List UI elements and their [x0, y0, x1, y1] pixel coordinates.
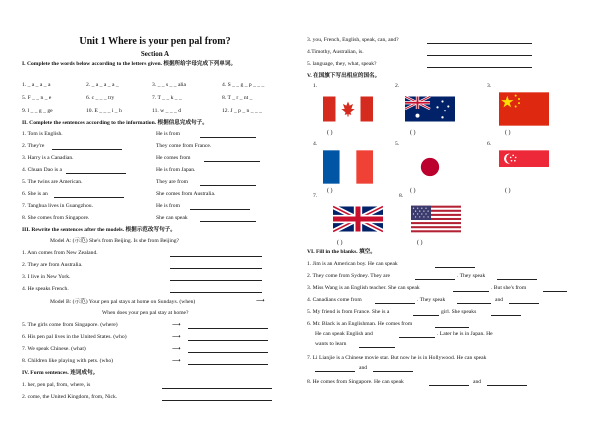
part6-item: 1. Jim is an American boy. He can speak — [307, 262, 582, 270]
answer-blank: ( ) — [337, 240, 343, 246]
flag-number: 7. — [313, 193, 318, 199]
part6-item: 8. He comes from Singapore. He can speak and — [307, 380, 582, 388]
part4-item: 3. you, French, English, speak, can, and? — [307, 38, 582, 46]
part2-row: 4. Chuan Dao is a He is from Japan. — [22, 167, 196, 173]
part6-item: 4. Canadians come from . They speak and — [307, 298, 582, 306]
page-title: Unit 1 Where is your pen pal from? — [79, 36, 231, 47]
answer-blank: ( ) — [410, 130, 416, 136]
part1-item: 7. T _ _ k _ _ — [152, 95, 182, 101]
answer-blank: ( ) — [327, 130, 333, 136]
part2-heading: II. Complete the sentences according to the information. 根据信息完成句子。 — [22, 120, 208, 126]
answer-blank: ( ) — [417, 240, 423, 246]
part2-row: 2. They're They come from France. — [22, 143, 212, 149]
part2-row: 8. She comes from Singapore. She can speak — [22, 216, 290, 224]
part6-item: 7. Li Lianjie is a Chinese movie star. But now he is in Hollywood. He can speak — [307, 355, 487, 361]
part4-item: 1. her, pen pal, from, where, is — [22, 383, 290, 391]
part4-heading: IV. Form sentences. 连词成句。 — [22, 370, 99, 376]
part2-row: 1. Tom is English. He is from — [22, 132, 290, 140]
part3-item: 8. Children like playing with pets. (who) ⟶ — [22, 359, 290, 367]
france-flag-icon — [323, 150, 373, 184]
answer-blank: ( ) — [505, 188, 511, 194]
part3-heading: III. Rewrite the sentences after the models. 根据示范改写句子。 — [22, 227, 176, 233]
part1-item: 2. _ a _ a _ a _ — [86, 82, 119, 88]
flag-number: 3. — [487, 83, 492, 89]
answer-blank: ( ) — [410, 188, 416, 194]
flag-number: 8. — [399, 193, 404, 199]
canada-flag-icon — [323, 92, 373, 126]
usa-flag-icon — [411, 202, 461, 236]
part4-item: 4.Timothy, Australian, is. — [307, 50, 582, 58]
part3-item: 3. I live in New York. — [22, 275, 290, 283]
part1-item: 10. E _ _ _ i _ h — [86, 108, 122, 114]
japan-flag-icon — [405, 150, 455, 184]
part4-item: 2. come, the United Kingdom, from, Nick. — [22, 395, 290, 403]
section-title: Section A — [140, 50, 170, 58]
part6-item: 2. They come from Sydney. They are . They speak — [307, 274, 582, 282]
part6-item: 5. My friend is from France. She is a girl. She speaks — [307, 310, 582, 318]
part6-item: 6. Mr. Black is an Englishman. He comes from — [307, 322, 582, 330]
part1-item: 9. l _ _ g _ ge — [22, 108, 53, 114]
part3-item: 6. His pen pal lives in the United States. (who) ⟶ — [22, 335, 290, 343]
answer-blank: ( ) — [327, 188, 333, 194]
arrow-icon: ⟶ — [256, 298, 265, 304]
part1-item: 5. F _ _ n _ e — [22, 95, 52, 101]
flag-number: 2. — [395, 83, 400, 89]
flag-number: 1. — [313, 83, 318, 89]
part3-item: 4. He speaks French. — [22, 287, 290, 295]
part1-heading: I. Complete the words below according to the letters given. 根据所给字母完成下列单词。 — [22, 61, 237, 67]
part1-item: 6. c _ _ _ try — [86, 95, 115, 101]
part3-item: 2. They are from Australia. — [22, 263, 290, 271]
part3-item: 5. The girls come from Singapore. (where) ⟶ — [22, 323, 290, 331]
part4-item: 5. language, they, what, speak? — [307, 62, 582, 70]
part1-item: 12. J _ p _ n _ _ _ — [222, 108, 262, 114]
australia-flag-icon — [405, 92, 455, 126]
china-flag-icon — [499, 92, 549, 126]
part6-item: 3. Miss Wang is an English teacher. She can speak . But she's from — [307, 286, 582, 294]
model-b-answer: When does your pen pal stay at home? — [102, 310, 189, 316]
model-b: Model B: (示范) Your pen pal stays at home on Sundays. (when) — [50, 299, 196, 305]
part1-item: 8. T _ r _ nt _ — [222, 95, 253, 101]
part1-item: 4. S _ _ g _ p _ _ _ — [222, 82, 265, 88]
part1-item: 1. _ a _ a _ a — [22, 82, 51, 88]
answer-blank: ( ) — [505, 130, 511, 136]
part2-row: 7. Tanghua lives in Guangzhou. He is from — [22, 204, 290, 212]
part6-item-cont: wants to learn — [315, 342, 582, 350]
part1-item: 11. w _ _ _ d — [152, 108, 182, 114]
singapore-flag-icon — [499, 150, 549, 184]
part5-heading: V. 在国旗下写出相应的国名。 — [307, 73, 381, 79]
part6-item-cont: and — [315, 366, 582, 374]
flag-number: 5. — [395, 141, 400, 147]
flag-number: 6. — [487, 141, 492, 147]
part1-item: 3. _ _ s _ _ alia — [152, 82, 187, 88]
part6-heading: VI. Fill in the blanks. 填空。 — [307, 249, 376, 255]
model-a: Model A: (示范) She's from Beijing. Is she from Beijing? — [50, 238, 180, 244]
flag-number: 4. — [313, 141, 318, 147]
part3-item: 1. Ann comes from New Zealand. — [22, 251, 290, 259]
part2-row: 3. Harry is a Canadian. He comes from — [22, 156, 290, 164]
uk-flag-icon — [333, 202, 383, 236]
part2-row: 6. She is an She comes from Australia. — [22, 191, 216, 197]
part3-item: 7. We speak Chinese. (what) ⟶ — [22, 347, 290, 355]
part6-item-cont: He can speak English and . Later he is in Japan. He — [315, 331, 493, 337]
part2-row: 5. The twins are American. They are from — [22, 180, 290, 188]
